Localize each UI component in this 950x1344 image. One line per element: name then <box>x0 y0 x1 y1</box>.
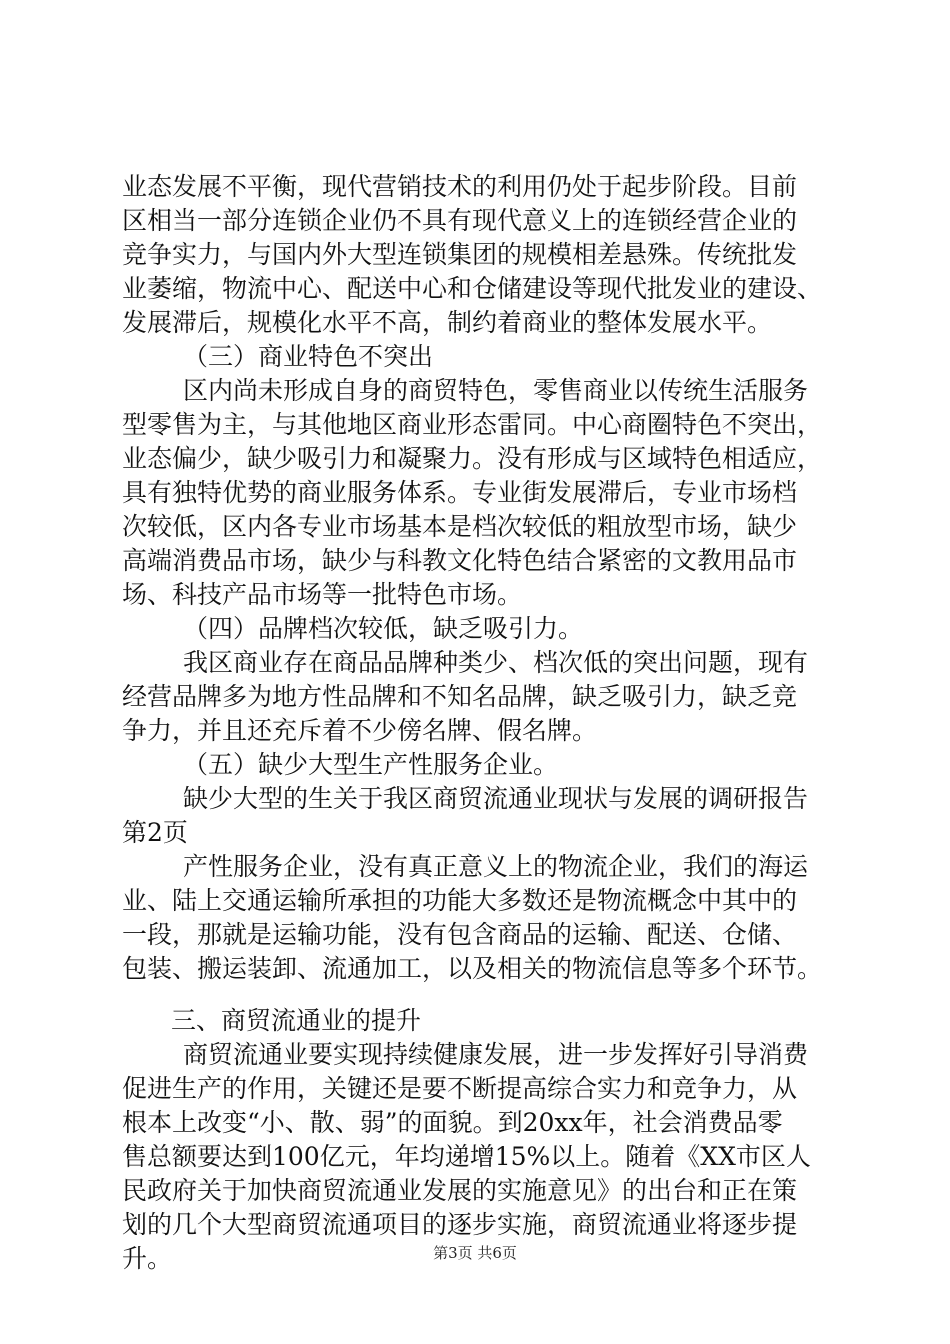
text-line: 产性服务企业，没有真正意义上的物流企业，我们的海运 <box>183 852 809 881</box>
text-line: 业、陆上交通运输所承担的功能大多数还是物流概念中其中的 <box>122 886 798 915</box>
text-line: 根本上改变“小、散、弱”的面貌。到20xx年，社会消费品零 <box>122 1108 783 1137</box>
text-line: （五）缺少大型生产性服务企业。 <box>183 750 559 779</box>
text-line: 售总额要达到100亿元，年均递增15%以上。随着《XX市区人 <box>122 1142 811 1171</box>
text-line: 经营品牌多为地方性品牌和不知名品牌，缺乏吸引力，缺乏竞 <box>122 682 798 711</box>
text-line: 划的几个大型商贸流通项目的逐步实施，商贸流通业将逐步提 <box>122 1210 798 1239</box>
text-line: 包装、搬运装卸、流通加工，以及相关的物流信息等多个环节。 <box>122 954 823 983</box>
text-line: 我区商业存在商品品牌种类少、档次低的突出问题，现有 <box>183 648 809 677</box>
page-footer: 第3页 共6页 <box>433 1244 517 1262</box>
text-line: 业态发展不平衡，现代营销技术的利用仍处于起步阶段。目前 <box>122 172 798 201</box>
text-line: 高端消费品市场，缺少与科教文化特色结合紧密的文教用品市 <box>122 546 798 575</box>
text-line: 场、科技产品市场等一批特色市场。 <box>122 580 523 609</box>
text-line: 区内尚未形成自身的商贸特色，零售商业以传统生活服务 <box>183 376 809 405</box>
text-line: 促进生产的作用，关键还是要不断提高综合实力和竞争力，从 <box>122 1074 798 1103</box>
text-line: 争力，并且还充斥着不少傍名牌、假名牌。 <box>122 716 598 745</box>
text-line: （三）商业特色不突出 <box>183 342 434 371</box>
text-line: 升。 <box>122 1244 173 1273</box>
text-line: 第2页 <box>122 818 188 847</box>
text-line: 具有独特优势的商业服务体系。专业街发展滞后，专业市场档 <box>122 478 798 507</box>
text-line: 次较低，区内各专业市场基本是档次较低的粗放型市场，缺少 <box>122 512 798 541</box>
text-line: 一段，那就是运输功能，没有包含商品的运输、配送、仓储、 <box>122 920 798 949</box>
text-line: 区相当一部分连锁企业仍不具有现代意义上的连锁经营企业的 <box>122 206 798 235</box>
text-line: 缺少大型的生关于我区商贸流通业现状与发展的调研报告 <box>183 784 809 813</box>
text-line: 商贸流通业要实现持续健康发展，进一步发挥好引导消费 <box>183 1040 809 1069</box>
text-line: （四）品牌档次较低，缺乏吸引力。 <box>183 614 584 643</box>
text-line: 发展滞后，规模化水平不高，制约着商业的整体发展水平。 <box>122 308 773 337</box>
text-line: 业态偏少，缺少吸引力和凝聚力。没有形成与区域特色相适应， <box>122 444 823 473</box>
text-line: 业萎缩，物流中心、配送中心和仓储建设等现代批发业的建设、 <box>122 274 823 303</box>
text-line: 民政府关于加快商贸流通业发展的实施意见》的出台和正在策 <box>122 1176 798 1205</box>
text-line: 型零售为主，与其他地区商业形态雷同。中心商圈特色不突出， <box>122 410 823 439</box>
text-line: 三、商贸流通业的提升 <box>171 1006 422 1035</box>
text-line: 竞争实力，与国内外大型连锁集团的规模相差悬殊。传统批发 <box>122 240 798 269</box>
